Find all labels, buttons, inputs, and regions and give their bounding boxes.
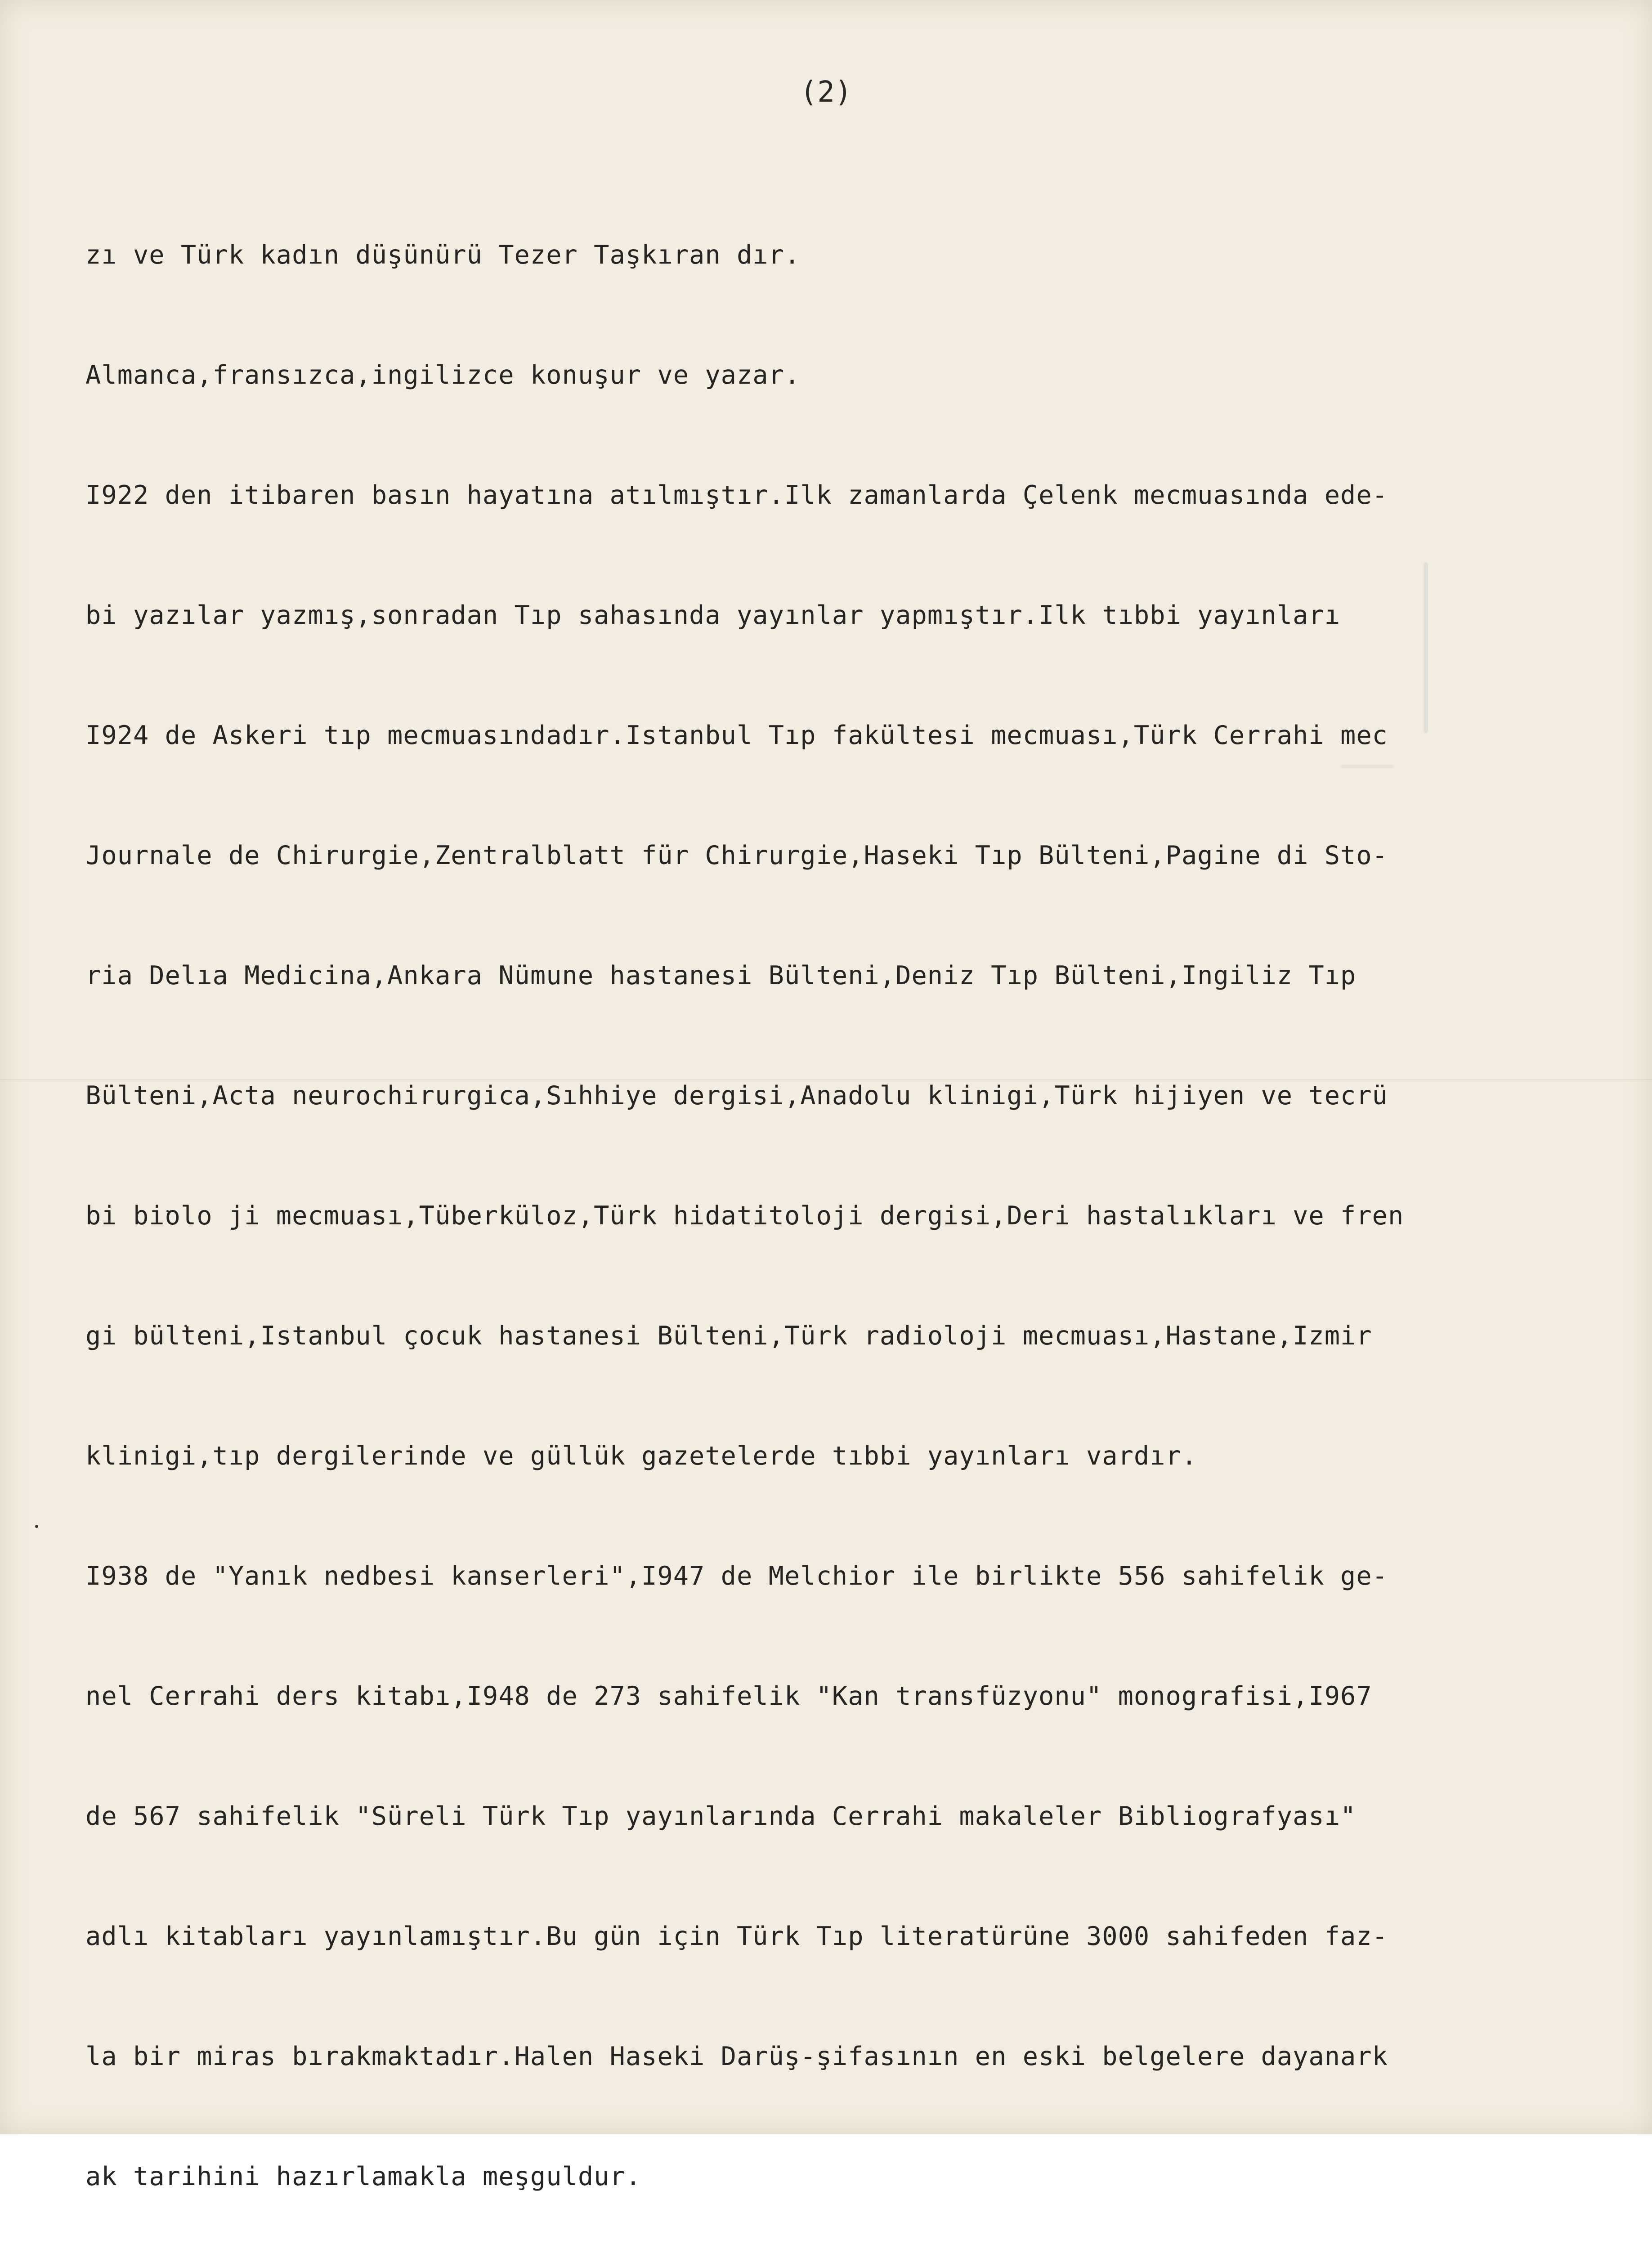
text-line: adlı kitabları yayınlamıştır.Bu gün için Türk Tıp literatürüne 3000 sahifeden faz- xyxy=(85,1922,1388,1951)
text-line: ria Delıa Medicina,Ankara Nümune hastanesi Bülteni,Deniz Tıp Bülteni,Ingiliz Tıp xyxy=(85,961,1357,990)
text-line: I924 de Askeri tıp mecmuasındadır.Istanbul Tıp fakültesi mecmuası,Türk Cerrahi mec xyxy=(85,721,1388,750)
text-line: la bir miras bırakmaktadır.Halen Haseki Darüş-şifasının en eski belgelere dayanark xyxy=(85,2042,1388,2071)
text-line: zı ve Türk kadın düşünürü Tezer Taşkıran dır. xyxy=(85,240,801,270)
text-line: bi biolo ji mecmuası,Tüberküloz,Türk hidatitoloji dergisi,Deri hastalıkları ve fren xyxy=(85,1201,1404,1231)
text-line: Journale de Chirurgie,Zentralblatt für Chirurgie,Haseki Tıp Bülteni,Pagine di Sto- xyxy=(85,841,1388,870)
text-line: Almanca,fransızca,ingilizce konuşur ve yazar. xyxy=(85,360,801,390)
text-line: Bülteni,Acta neurochirurgica,Sıhhiye dergisi,Anadolu klinigi,Türk hijiyen ve tecrü xyxy=(85,1081,1388,1111)
text-line: klinigi,tıp dergilerinde ve güllük gazetelerde tıbbi yayınları vardır. xyxy=(85,1441,1198,1471)
text-line: gi bülteni,Istanbul çocuk hastanesi Bülteni,Türk radioloji mecmuası,Hastane,Izmir xyxy=(85,1321,1372,1351)
typed-text-body xyxy=(85,155,1583,2249)
text-line: de 567 sahifelik "Süreli Türk Tıp yayınlarında Cerrahi makaleler Bibliografyası" xyxy=(85,1801,1357,1831)
text-line: bi yazılar yazmış,sonradan Tıp sahasında yayınlar yapmıştır.Ilk tıbbi yayınları xyxy=(85,600,1341,630)
text-line: I922 den itibaren basın hayatına atılmıştır.Ilk zamanlarda Çelenk mecmuasında ede- xyxy=(85,480,1388,510)
text-line: ak tarihini hazırlamakla meşguldur. xyxy=(85,2162,642,2191)
text-line: I938 de "Yanık nedbesi kanserleri",I947 de Melchior ile birlikte 556 sahifelik ge- xyxy=(85,1561,1388,1591)
paper-speck xyxy=(35,1525,38,1528)
page-number: (2) xyxy=(800,76,852,109)
text-line: nel Cerrahi ders kitabı,I948 de 273 sahifelik "Kan transfüzyonu" monografisi,I967 xyxy=(85,1681,1372,1711)
